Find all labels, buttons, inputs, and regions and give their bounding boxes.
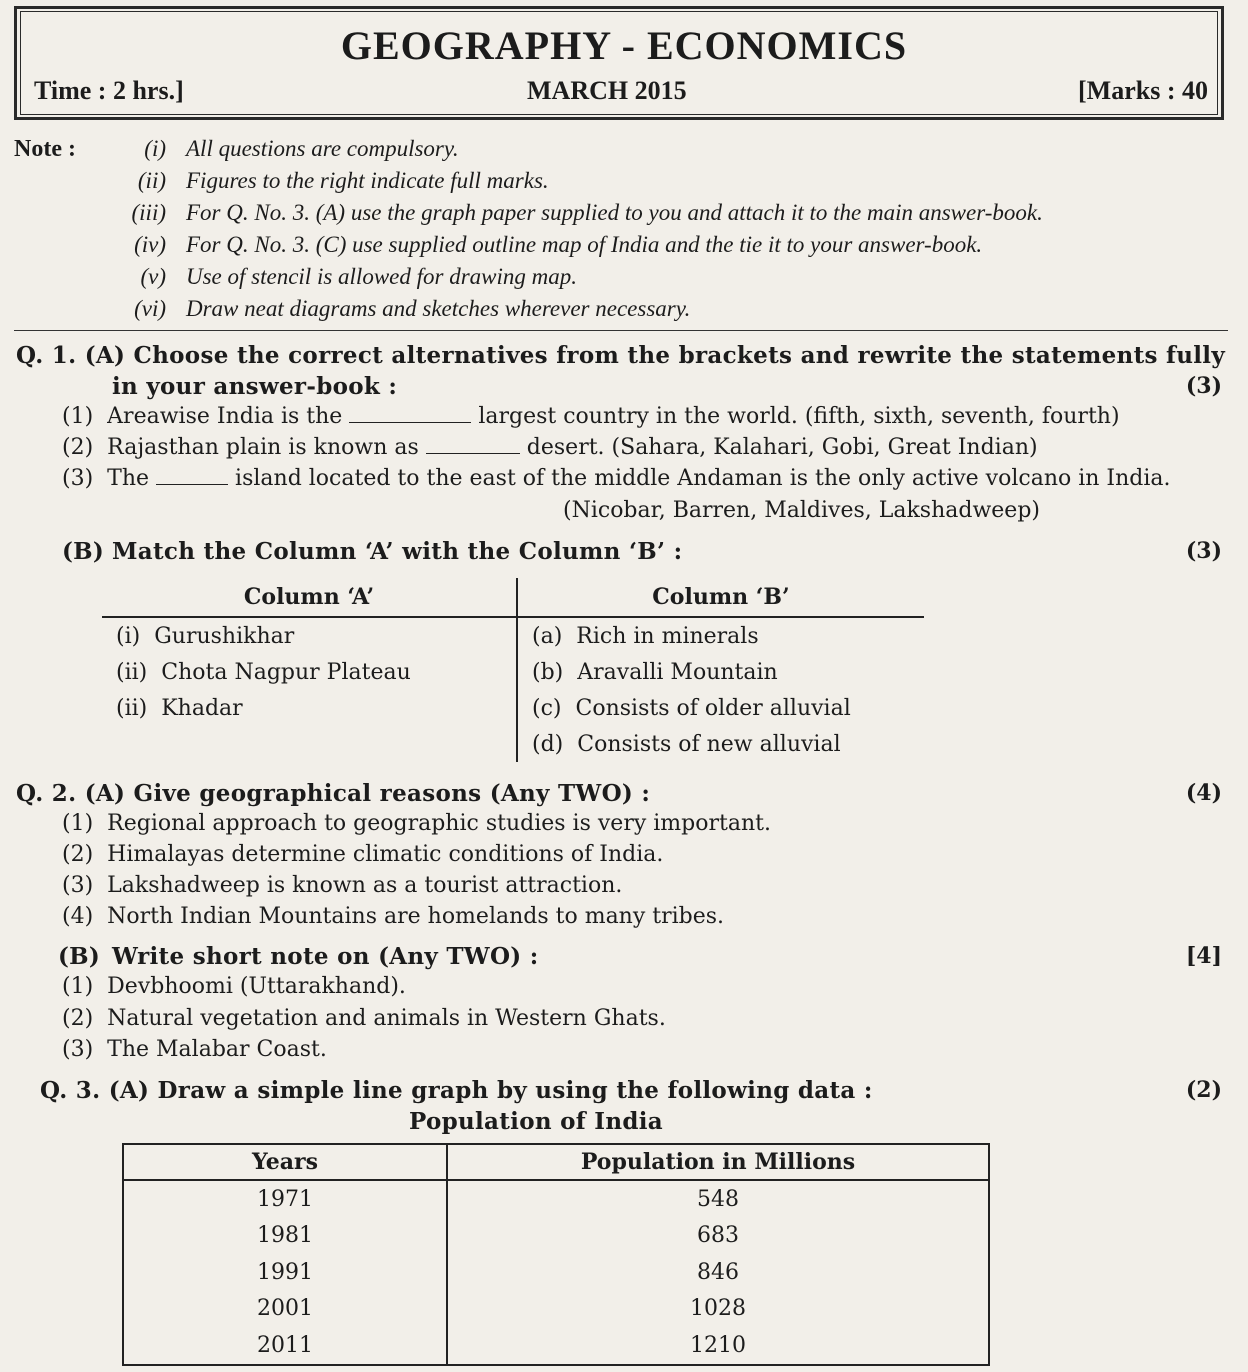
table-row: 1991 846 <box>123 1254 989 1291</box>
q2a-item: (1) Regional approach to geographic studies is very important. <box>62 811 771 836</box>
q2a-item: (2) Himalayas determine climatic conditions of India. <box>62 842 664 867</box>
table-row: (i) Gurushikhar (a) Rich in minerals <box>102 617 924 654</box>
q2b-label: (B) <box>58 943 101 970</box>
match-table <box>102 578 924 762</box>
q3-marks: (2) <box>1185 1077 1222 1103</box>
table-row: 1981 683 <box>123 1218 989 1255</box>
note-item: (iv) For Q. No. 3. (C) use supplied outline map of India and the tie it to your answer-book. <box>134 232 983 257</box>
q1b-marks: (3) <box>1185 538 1222 564</box>
q2a-heading: Q. 2. (A) Give geographical reasons (Any TWO) : <box>16 780 651 807</box>
q1a-item-2: (2) Rajasthan plain is known as desert. (Sahara, Kalahari, Gobi, Great Indian) <box>62 435 1038 460</box>
divider <box>14 330 1228 331</box>
q1a-item-3: (3) The island located to the east of the middle Andaman is the only active volcano in India. <box>62 466 1171 491</box>
population-header: Population in Millions <box>447 1144 989 1180</box>
population-table <box>122 1143 990 1366</box>
table-row: (ii) Khadar (c) Consists of older alluvial <box>102 690 924 726</box>
years-header: Years <box>123 1144 447 1180</box>
time-label: Time : 2 hrs.] <box>34 76 184 105</box>
q2a-item: (4) North Indian Mountains are homelands to many tribes. <box>62 904 725 929</box>
marks-label: [Marks : 40 <box>1078 76 1208 105</box>
table-title: Population of India <box>408 1108 664 1135</box>
column-a-header: Column ‘A’ <box>102 578 517 617</box>
q2b-item: (2) Natural vegetation and animals in Western Ghats. <box>62 1006 666 1031</box>
table-row: (ii) Chota Nagpur Plateau (b) Aravalli Mountain <box>102 654 924 690</box>
q2b-item: (1) Devbhoomi (Uttarakhand). <box>62 974 406 999</box>
q1a-item-3-options: (Nicobar, Barren, Maldives, Lakshadweep) <box>563 498 1040 523</box>
q1a-item-1: (1) Areawise India is the largest country in the world. (fifth, sixth, seventh, fourth) <box>62 404 1120 429</box>
note-item: (ii) Figures to the right indicate full marks. <box>137 168 549 193</box>
q1b-label: (B) <box>62 538 105 565</box>
q1a-heading-cont: in your answer-book : <box>112 373 398 400</box>
q1a-heading: Q. 1. (A) Choose the correct alternatives from the brackets and rewrite the statements fully <box>16 342 1225 369</box>
q1b-heading: Match the Column ‘A’ with the Column ‘B’ : <box>112 538 683 565</box>
page-title: GEOGRAPHY - ECONOMICS <box>340 23 908 68</box>
q1a-marks: (3) <box>1185 373 1222 399</box>
note-item: (vi) Draw neat diagrams and sketches wherever necessary. <box>134 296 691 321</box>
q3-heading: Q. 3. (A) Draw a simple line graph by using the following data : <box>40 1077 873 1104</box>
note-item: (v) Use of stencil is allowed for drawing map. <box>140 264 577 289</box>
table-row: 2001 1028 <box>123 1291 989 1328</box>
q2a-marks: (4) <box>1185 780 1222 806</box>
table-row: 2011 1210 <box>123 1327 989 1365</box>
q2b-marks: [4] <box>1185 943 1222 969</box>
note-item: (i) All questions are compulsory. <box>144 136 459 161</box>
q2b-heading: Write short note on (Any TWO) : <box>112 943 539 970</box>
note-item: (iii) For Q. No. 3. (A) use the graph paper supplied to you and attach it to the main answer-book. <box>131 200 1043 225</box>
table-row: (d) Consists of new alluvial <box>102 726 924 762</box>
q2a-item: (3) Lakshadweep is known as a tourist attraction. <box>62 873 623 898</box>
table-row: 1971 548 <box>123 1180 989 1218</box>
column-b-header: Column ‘B’ <box>517 578 924 617</box>
exam-date: MARCH 2015 <box>527 76 687 105</box>
note-label: Note : <box>14 136 76 162</box>
q2b-item: (3) The Malabar Coast. <box>62 1037 327 1062</box>
